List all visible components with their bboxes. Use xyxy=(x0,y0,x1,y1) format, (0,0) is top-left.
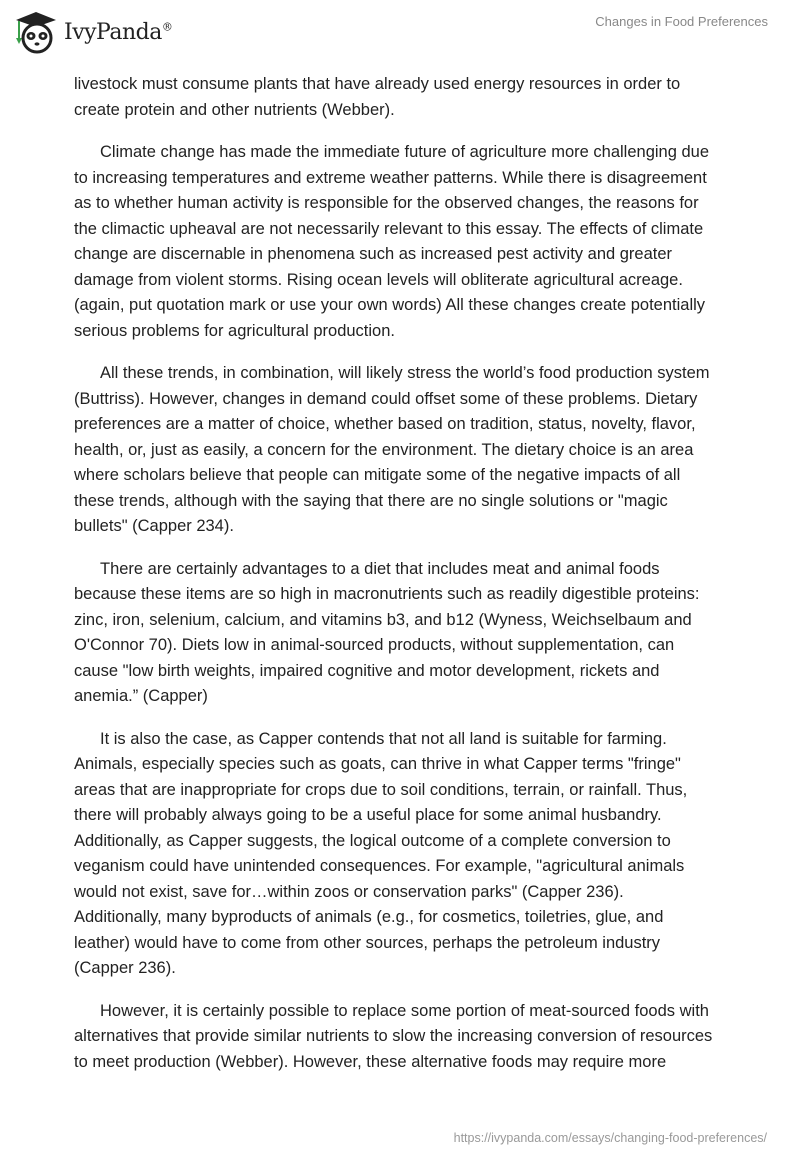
paragraph-line: All these trends, in combination, will likely stress the world’s food production system xyxy=(100,364,710,382)
paragraph-line: veganism could have unintended consequences. For example, "agricultural animals xyxy=(74,857,685,875)
registered-mark: ® xyxy=(161,20,173,34)
paragraph-line: change are discernable in phenomena such as increased pest activity and greater xyxy=(74,245,673,263)
paragraph xyxy=(74,557,734,710)
paragraph xyxy=(74,72,734,123)
paragraph-line: Additionally, many byproducts of animals (e.g., for cosmetics, toiletries, glue, and xyxy=(74,908,664,926)
paragraph xyxy=(74,727,734,982)
paragraph-line: to meet production (Webber). However, these alternative foods may require more xyxy=(74,1052,667,1071)
paragraph-line: zinc, iron, selenium, calcium, and vitamins b3, and b12 (Wyness, Weichselbaum and xyxy=(74,610,692,629)
paragraph-line: (again, put quotation mark or use your own words) All these changes create potentially xyxy=(74,296,706,314)
paragraph-line: damage from violent storms. Rising ocean levels will obliterate agricultural acreage. xyxy=(74,270,683,289)
paragraph-line: cause "low birth weights, impaired cognitive and motor development, rickets and xyxy=(74,661,660,680)
paragraph-line: where scholars believe that people can mitigate some of the negative impacts of all xyxy=(74,466,681,484)
document-title: Changes in Food Preferences xyxy=(595,14,768,29)
paragraph-line: there will probably always going to be a useful place for some animal husbandry. xyxy=(74,806,662,824)
paragraph-line: create protein and other nutrients (Webber). xyxy=(74,100,395,119)
source-url[interactable]: https://ivypanda.com/essays/changing-food-preferences/ xyxy=(453,1131,767,1145)
paragraph-line: livestock must consume plants that have already used energy resources in order to xyxy=(74,75,681,93)
paragraph-line: preferences are a matter of choice, whether based on tradition, status, novelty, flavor, xyxy=(74,415,696,433)
paragraph-line: serious problems for agricultural production. xyxy=(74,321,395,340)
paragraph-line: these trends, although with the saying that there are no single solutions or "magic xyxy=(74,491,668,510)
logo-text xyxy=(64,20,172,45)
ivypanda-logo[interactable] xyxy=(12,8,172,56)
paragraph-line: Climate change has made the immediate future of agriculture more challenging due xyxy=(100,143,710,161)
paragraph-line: anemia.” (Capper) xyxy=(74,687,208,705)
paragraph-line: the climactic upheaval are not necessarily relevant to this essay. The effects of climate xyxy=(74,219,704,238)
paragraph-line: would not exist, save for…within zoos or conservation parks" (Capper 236). xyxy=(74,882,624,901)
paragraph-line: bullets" (Capper 234). xyxy=(74,517,234,535)
essay-body xyxy=(74,72,734,1092)
paragraph-line: Animals, especially species such as goats, can thrive in what Capper terms "fringe" xyxy=(74,755,681,773)
paragraph-line: (Buttriss). However, changes in demand could offset some of these problems. Dietary xyxy=(74,389,698,408)
paragraph xyxy=(74,999,734,1076)
paragraph-line: However, it is certainly possible to replace some portion of meat-sourced foods with xyxy=(100,1001,709,1020)
paragraph-line: as to whether human activity is responsible for the observed changes, the reasons for xyxy=(74,194,699,212)
paragraph-line: Additionally, as Capper suggests, the logical outcome of a complete conversion to xyxy=(74,831,671,850)
paragraph xyxy=(74,140,734,344)
paragraph-line: because these items are so high in macronutrients such as readily digestible proteins: xyxy=(74,585,700,603)
paragraph-line: (Capper 236). xyxy=(74,959,176,977)
paragraph xyxy=(74,361,734,540)
paragraph-line: to increasing temperatures and extreme weather patterns. While there is disagreement xyxy=(74,168,707,187)
paragraph-line: leather) would have to come from other sources, perhaps the petroleum industry xyxy=(74,933,661,952)
paragraph-line: It is also the case, as Capper contends that not all land is suitable for farming. xyxy=(100,729,667,748)
logo-wordmark: IvyPanda xyxy=(64,19,162,45)
paragraph-line: areas that are inappropriate for crops due to soil conditions, terrain, or rainfall. Thus, xyxy=(74,780,688,799)
paragraph-line: health, or, just as easily, a concern for the environment. The dietary choice is an area xyxy=(74,440,694,459)
panda-graduate-icon xyxy=(12,8,60,56)
paragraph-line: alternatives that provide similar nutrients to slow the increasing conversion of resources xyxy=(74,1027,713,1045)
paragraph-line: There are certainly advantages to a diet that includes meat and animal foods xyxy=(100,559,660,578)
page-header xyxy=(0,0,800,60)
paragraph-line: O'Connor 70). Diets low in animal-sourced products, without supplementation, can xyxy=(74,636,675,654)
